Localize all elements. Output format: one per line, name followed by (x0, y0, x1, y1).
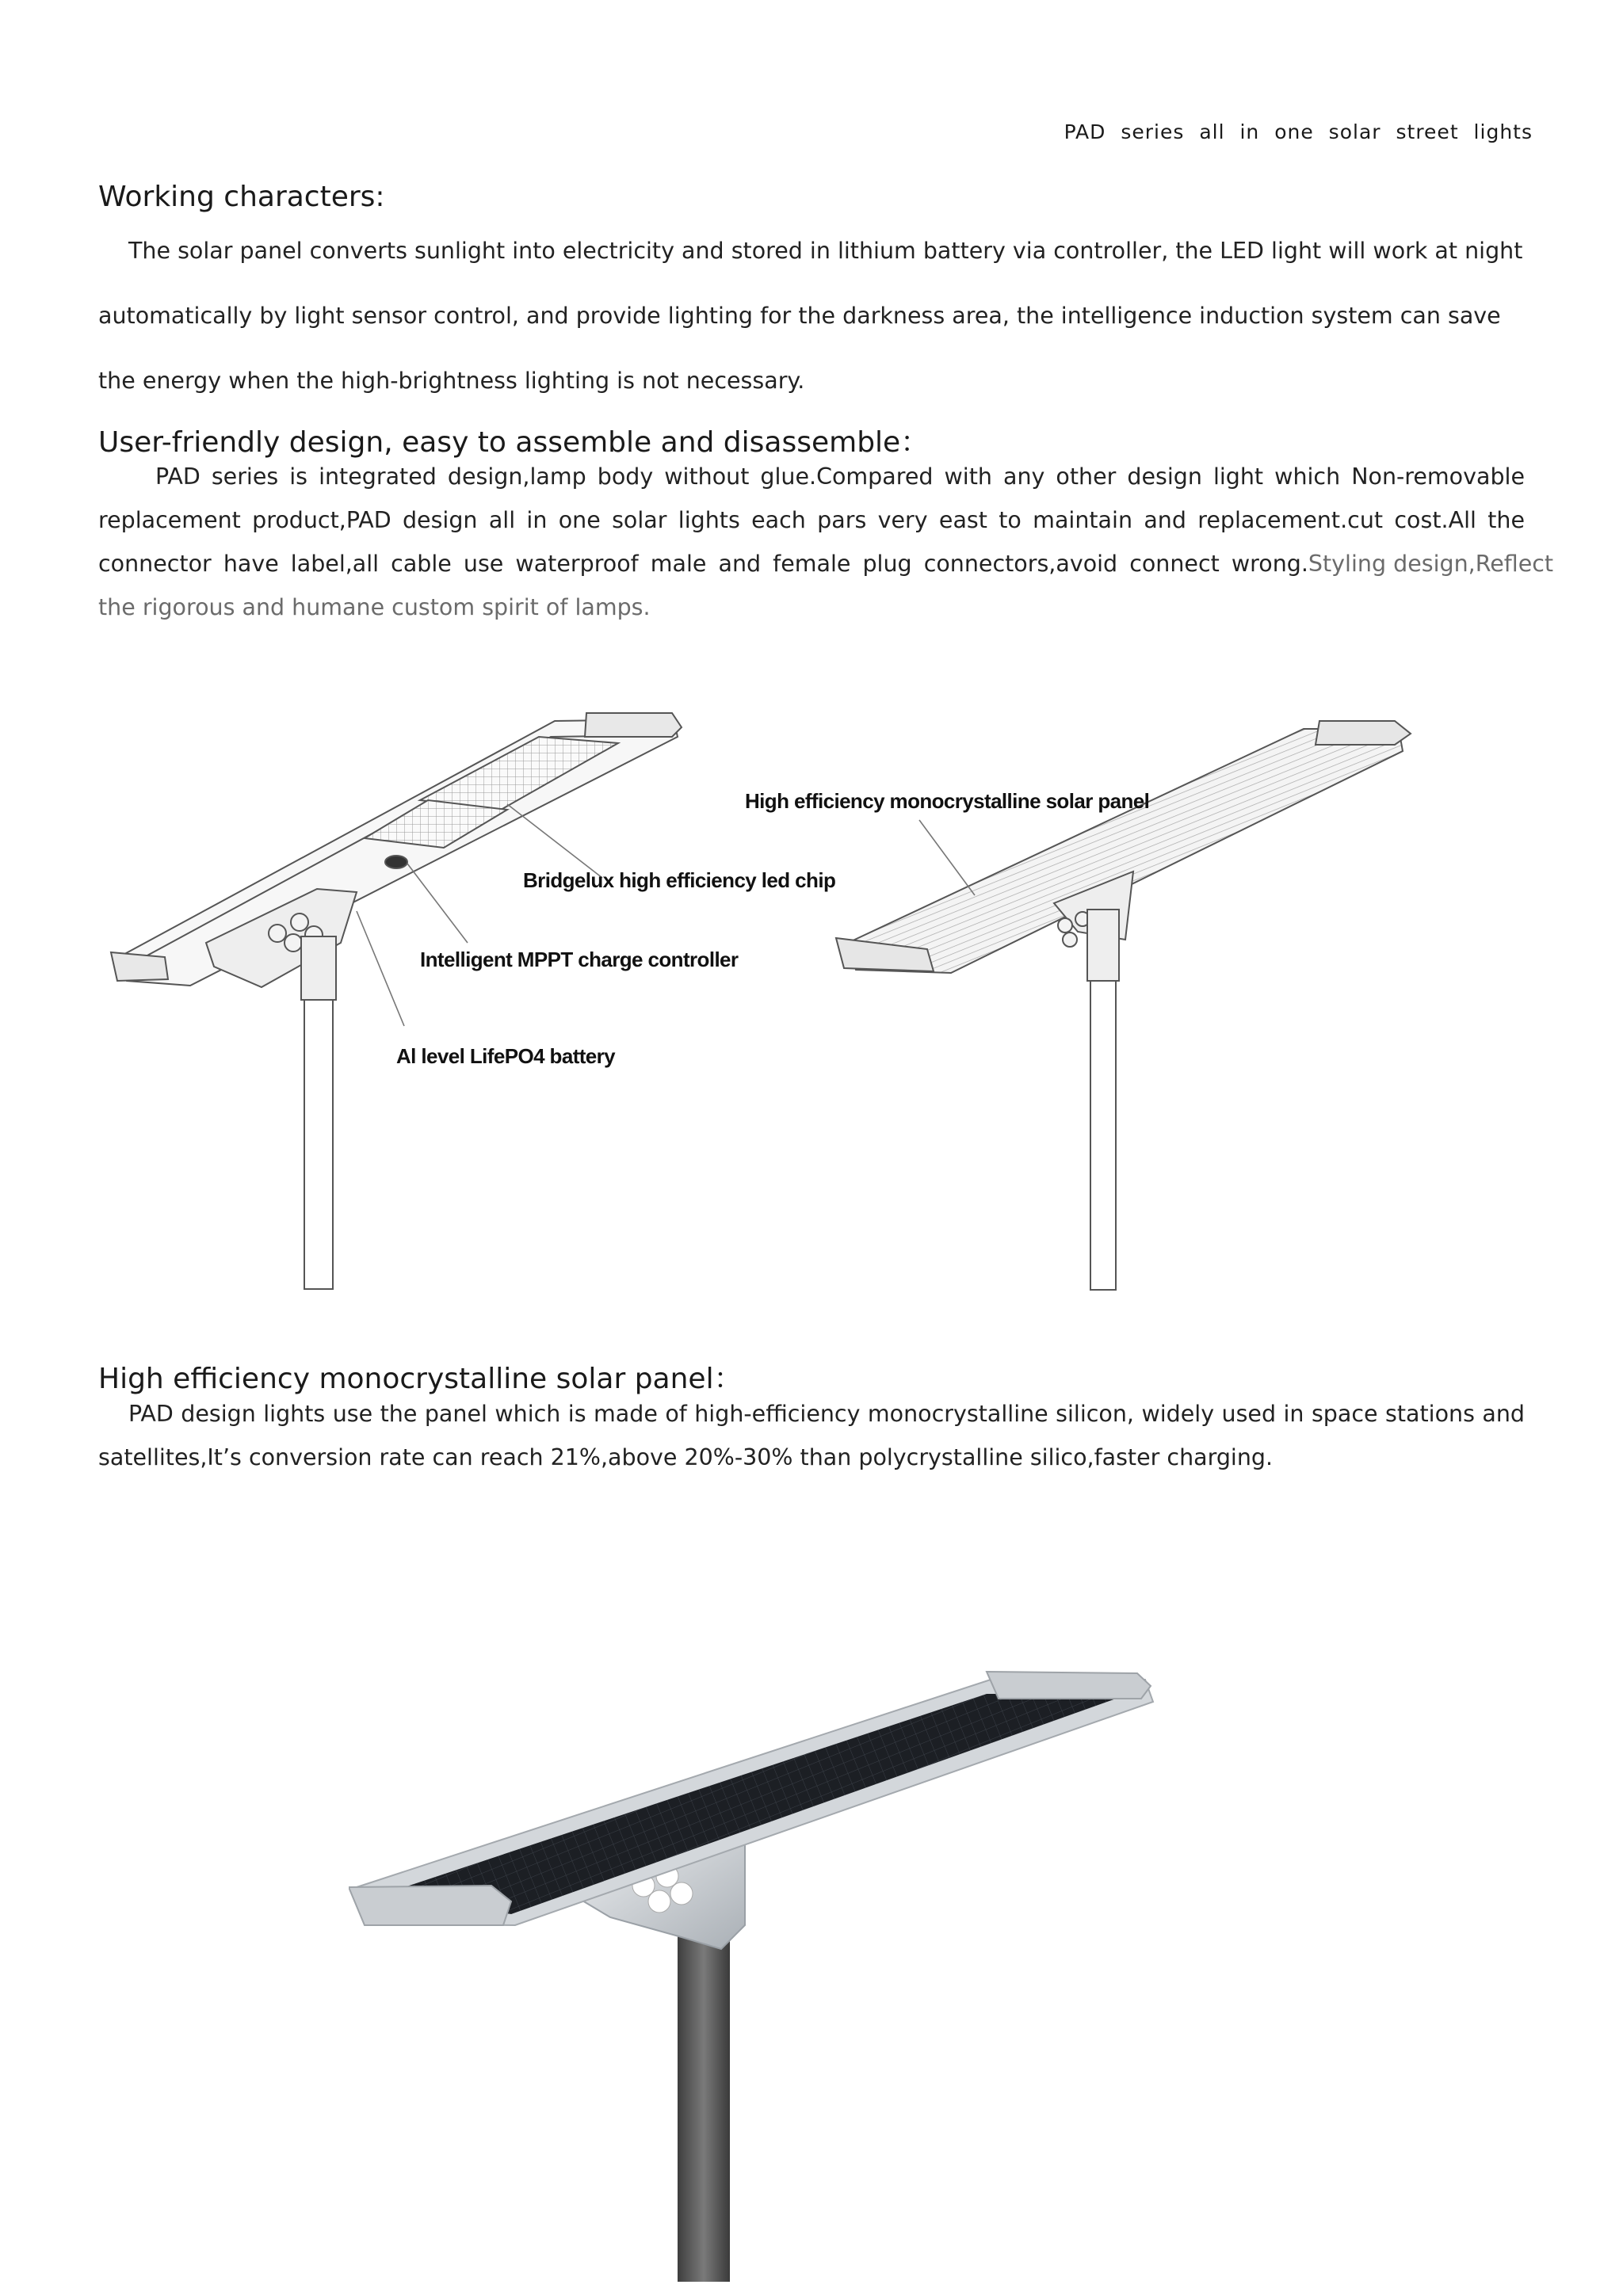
callout-charge-controller: Intelligent MPPT charge controller (420, 948, 739, 971)
lamp-product-photo (349, 1664, 1173, 2282)
paragraph-solar-panel (98, 1401, 1525, 1496)
text-line: PAD design lights use the panel which is made of high-efficiency monocrystalline silicon, widely used in space stations and (128, 1401, 1525, 1427)
heading-solar-panel: High efficiency monocrystalline solar panel： (98, 1363, 743, 1395)
text-line: The solar panel converts sunlight into electricity and stored in lithium battery via controller, the LED light will work at night (128, 238, 1523, 264)
text-line-muted: the rigorous and humane custom spirit of lamps. (98, 594, 651, 620)
callout-battery: Al level LifePO4 battery (396, 1044, 616, 1068)
paragraph-user-friendly-design (98, 463, 1554, 638)
text-line-muted: Styling design,Reflect (1308, 551, 1554, 577)
text-line: the energy when the high-brightness lighting is not necessary. (98, 368, 805, 394)
paragraph-working-characters (98, 238, 1525, 396)
left-lamp-drawing (111, 713, 682, 1289)
text-line: replacement product,PAD design all in one solar lights each pars very east to maintain and replacement.cut cost.All the (98, 507, 1525, 533)
callout-solar-panel: High efficiency monocrystalline solar panel (745, 789, 1150, 813)
running-header: PAD series all in one solar street lights (1064, 120, 1533, 143)
text-line: PAD series is integrated design,lamp body without glue.Compared with any other design light which Non-removable (155, 463, 1525, 490)
text-line: automatically by light sensor control, and provide lighting for the darkness area, the intelligence induction system can save (98, 303, 1501, 329)
heading-working-characters: Working characters: (98, 181, 385, 213)
callout-led-chip: Bridgelux high efficiency led chip (523, 868, 836, 892)
text-line: connector have label,all cable use waterproof male and female plug connectors,avoid connect wrong. (98, 551, 1308, 577)
heading-user-friendly-design: User-friendly design, easy to assemble and disassemble： (98, 426, 930, 459)
lamp-diagram (95, 705, 1442, 1307)
text-line: satellites,It’s conversion rate can reach 21%,above 20%-30% than polycrystalline silico,faster charging. (98, 1444, 1274, 1470)
